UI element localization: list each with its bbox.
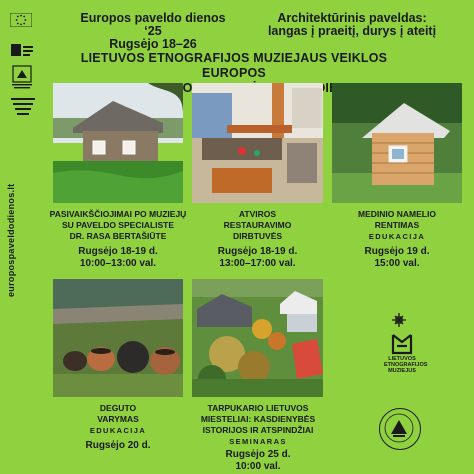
museum-brand-name <box>384 356 428 374</box>
event-1-title-line-3: DR. RASA BERTAŠIŪTE <box>69 231 167 241</box>
ministry-logo <box>10 42 34 58</box>
event-4-date-line-1: Rugsėjo 20 d. <box>85 440 151 451</box>
event-5-caption <box>188 403 328 473</box>
event-series-title: Europos paveldo dienos ‘25 <box>80 11 226 38</box>
event-3-photo <box>332 83 462 203</box>
event-2-title-line-2: RESTAURAVIMO <box>223 220 292 230</box>
event-4-title-line-1: DEGUTO <box>99 403 137 413</box>
event-2-date-line-2: 13:00–17:00 val. <box>219 258 296 269</box>
event-5-title-line-3: ISTORIJOS IR ATSPINDŽIAI <box>202 425 314 435</box>
university-seal-logo <box>379 408 421 450</box>
event-3-date <box>332 246 462 270</box>
event-5-title-line-2: MIESTELIAI: KASDIENYBĖS <box>200 414 316 424</box>
event-3-date-line-1: Rugsėjo 19 d. <box>364 246 430 257</box>
heritage-department-logo <box>10 65 34 91</box>
event-1-photo <box>53 83 183 203</box>
eu-flag-logo <box>10 13 32 27</box>
event-4-subtitle: EDUKACIJA <box>89 426 147 435</box>
theme-title: Architektūrinis paveldas: <box>277 11 427 25</box>
brand-line-3: MUZIEJUS <box>388 368 416 374</box>
museum-logo-icon <box>390 332 414 356</box>
theme-header <box>262 12 442 38</box>
brand-line-1: LIETUVOS <box>388 356 416 362</box>
event-2-date <box>192 246 323 270</box>
event-1-date-line-1: Rugsėjo 18-19 d. <box>78 246 158 257</box>
event-5-photo <box>192 279 323 397</box>
event-3-caption <box>332 209 462 270</box>
event-2-photo <box>192 83 323 203</box>
theme-subtitle: langas į praeitį, durys į ateitį <box>267 24 437 38</box>
event-5-subtitle: SEMINARAS <box>229 437 287 446</box>
event-1-title-line-1: PASIVAIKŠČIOJIMAI PO MUZIEJŲ <box>49 209 187 219</box>
event-3-title-line-1: MEDINIO NAMELIO <box>358 209 436 219</box>
brand-line-2: ETNOGRAFIJOS <box>384 362 428 368</box>
event-5-date-line-2: 10:00 val. <box>235 461 281 472</box>
event-3-title-line-2: RENTIMAS <box>374 220 420 230</box>
event-1-date <box>40 246 196 270</box>
event-2-title-line-1: ATVIROS <box>238 209 277 219</box>
event-1-title-line-2: SU PAVELDO SPECIALISTE <box>61 220 175 230</box>
event-1-date-line-2: 10:00–13:00 val. <box>79 258 157 269</box>
event-2-caption <box>192 209 323 270</box>
website-url[interactable]: europospaveldodienos.lt <box>6 183 16 297</box>
event-3-subtitle: EDUKACIJA <box>368 232 426 241</box>
event-3-date-line-2: 15:00 val. <box>374 258 420 269</box>
event-4-caption <box>53 403 183 452</box>
event-2-date-line-1: Rugsėjo 18-19 d. <box>217 246 298 257</box>
event-1-caption <box>40 209 196 270</box>
event-5-date-line-1: Rugsėjo 25 d. <box>225 449 291 460</box>
event-4-date <box>53 440 183 452</box>
heritage-pride-logo <box>10 96 36 116</box>
event-2-title-line-3: DIRBTUVĖS <box>232 231 283 241</box>
event-4-photo <box>53 279 183 397</box>
event-series-header <box>78 12 228 51</box>
event-4-title-line-2: VARYMAS <box>97 414 139 424</box>
ornament-icon <box>391 312 407 328</box>
page-title-line-1: LIETUVOS ETNOGRAFIJOS MUZIEJAUS VEIKLOS EUROPOS <box>80 51 388 80</box>
event-series-dates: Rugsėjo 18–26 <box>109 37 197 51</box>
event-5-title-line-1: TARPUKARIO LIETUVOS <box>207 403 309 413</box>
event-5-date <box>188 449 328 473</box>
